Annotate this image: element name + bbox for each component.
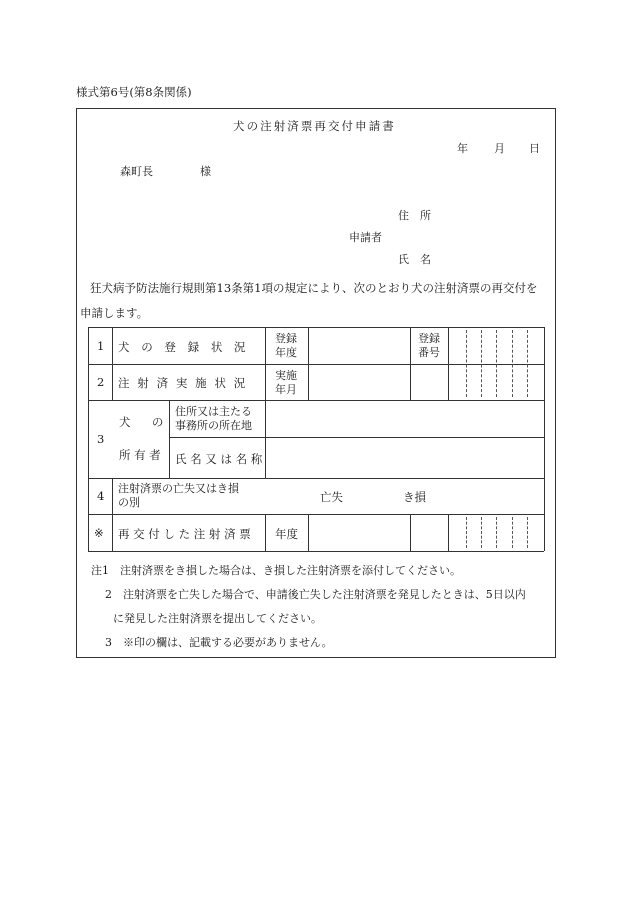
body-text-line1: 狂犬病予防法施行規則第13条第1項の規定により、次のとおり犬の注射済票の再交付を <box>90 281 538 295</box>
row5-label: 再 交 付 し た 注 射 済 票 <box>118 527 251 541</box>
row3-owner-top: 犬 の <box>119 415 166 429</box>
row3-address-bottom: 事務所の所在地 <box>175 419 252 432</box>
row4-number: 4 <box>97 489 105 503</box>
row3-owner-bottom: 所 有 者 <box>119 448 161 462</box>
applicant-label: 申請者 <box>349 231 382 244</box>
row4-label-bottom: の別 <box>118 496 140 509</box>
row5-mark: ※ <box>94 526 104 540</box>
body-text-line2: 申請します。 <box>80 306 149 320</box>
row5-sub1: 年度 <box>275 527 298 541</box>
row1-number: 1 <box>97 339 105 353</box>
addressee-honorific: 様 <box>200 165 211 178</box>
row3-address-top: 住所又は主たる <box>175 405 252 418</box>
row3-number: 3 <box>97 432 105 446</box>
row4-label-top: 注射済票の亡失又はき損 <box>118 482 239 495</box>
row1-sub1-bottom: 年度 <box>275 346 297 359</box>
row1-sub2-top: 登録 <box>418 332 440 345</box>
applicant-address-label: 住 所 <box>398 209 431 222</box>
note-3: 3 ※印の欄は、記載する必要がありません。 <box>105 636 333 649</box>
note-2-line2: に発見した注射済票を提出してください。 <box>113 612 322 625</box>
addressee-name: 森町長 <box>120 165 153 178</box>
row2-sub1-bottom: 年月 <box>275 383 297 396</box>
row4-option-damaged: き損 <box>403 490 426 504</box>
date-year-label: 年 <box>457 142 468 155</box>
row1-sub2-bottom: 番号 <box>418 346 440 359</box>
date-day-label: 日 <box>529 142 540 155</box>
note-1: 注1 注射済票をき損した場合は、き損した注射済票を添付してください。 <box>91 564 461 577</box>
applicant-name-label: 氏 名 <box>398 253 431 266</box>
note-2-line1: 2 注射済票を亡失した場合で、申請後亡失した注射済票を発見したときは、5日以内 <box>105 588 526 601</box>
row2-label: 注 射 済 実 施 状 況 <box>118 376 248 390</box>
row4-option-lost: 亡失 <box>320 490 343 504</box>
row2-number: 2 <box>97 375 105 389</box>
row2-sub1-top: 実施 <box>275 369 297 382</box>
date-month-label: 月 <box>494 142 505 155</box>
form-number-label: 様式第6号(第8条関係) <box>76 85 192 99</box>
row1-sub1-top: 登録 <box>275 332 297 345</box>
row3-name-label: 氏 名 又 は 名 称 <box>175 452 263 466</box>
row1-label: 犬 の 登 録 状 況 <box>118 340 250 354</box>
form-title: 犬の注射済票再交付申請書 <box>233 119 396 133</box>
